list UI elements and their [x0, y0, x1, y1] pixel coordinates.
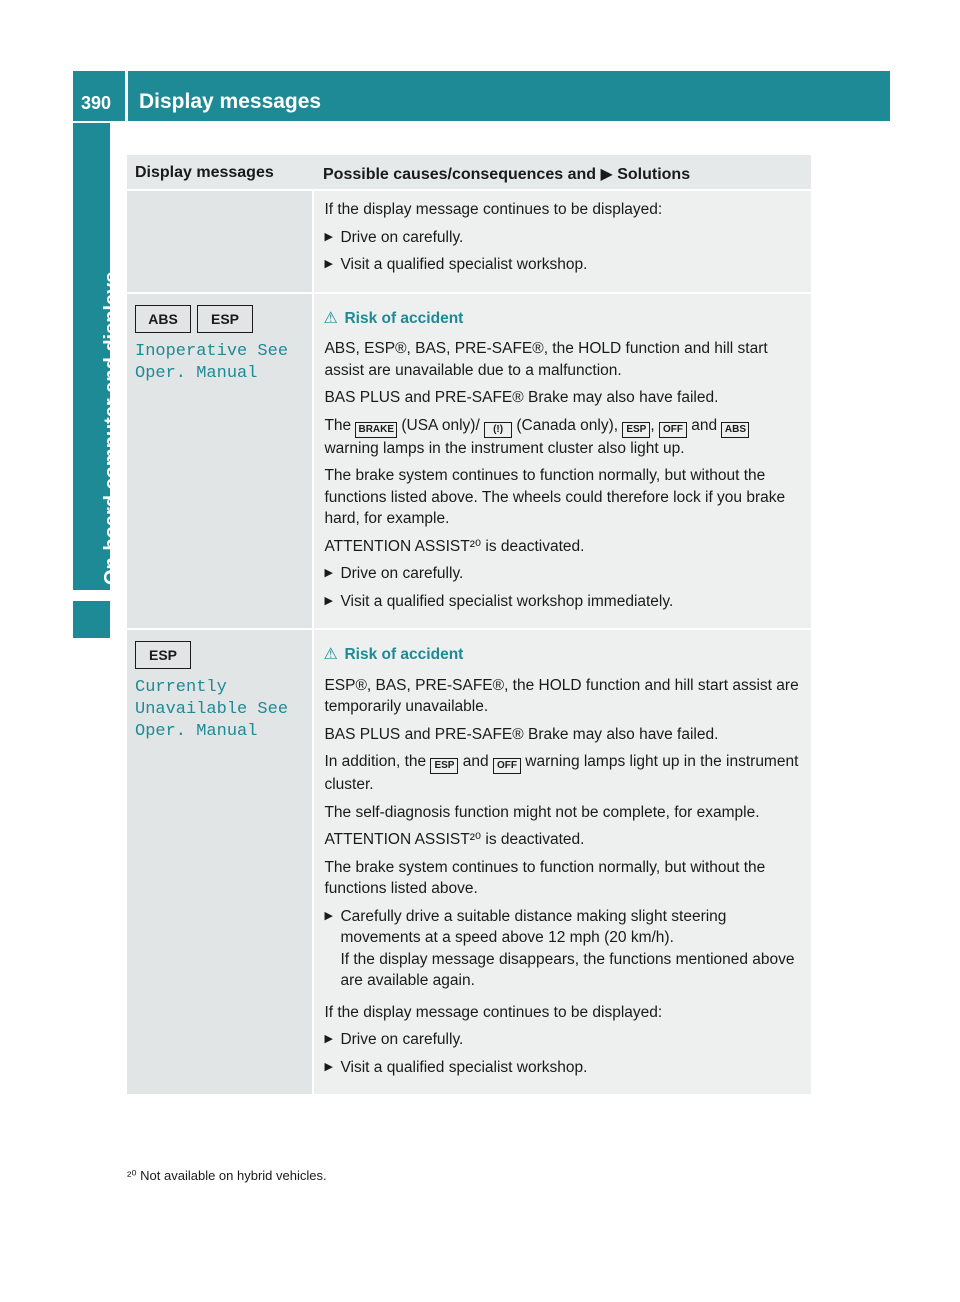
step: ▶ Drive on carefully.	[324, 563, 805, 585]
solution-cell	[314, 630, 811, 1094]
step	[324, 906, 805, 992]
esp-off-lamp-icon: OFF	[659, 422, 687, 438]
text: warning lamps light up in the instrument cluster.	[324, 753, 799, 793]
display-message-text: Currently Unavailable See Oper. Manual	[135, 678, 289, 741]
page-header	[73, 71, 890, 121]
table-row	[127, 628, 811, 1094]
paragraph: The BRAKE (USA only)/ (!) (Canada only), ESP , OFF and ABS warning lamps in the instrument cluster also light up.	[324, 415, 805, 460]
title-box	[128, 71, 890, 121]
paragraph: ATTENTION ASSIST²⁰ is deactivated.	[324, 537, 585, 555]
text: The	[324, 416, 352, 434]
esp-lamp-icon: ESP	[430, 758, 458, 774]
message-cell	[127, 191, 312, 292]
paragraph: The brake system continues to function normally, but without the functions listed above.	[324, 858, 766, 897]
paragraph: BAS PLUS and PRE-SAFE® Brake may also have failed.	[324, 725, 719, 743]
abs-warning-lamp-icon: ABS	[135, 305, 191, 333]
risk-text: Risk of accident	[344, 646, 464, 663]
footnote: ²⁰ Not available on hybrid vehicles.	[127, 1168, 327, 1183]
paragraph: If the display message continues to be displayed:	[324, 1003, 663, 1021]
step: ▶ Drive on carefully.	[324, 227, 805, 249]
paragraph: ESP®, BAS, PRE-SAFE®, the HOLD function and hill start assist are temporarily unavailable.	[324, 676, 799, 715]
solution-cell	[314, 191, 811, 292]
paragraph: The self-diagnosis function might not be complete, for example.	[324, 803, 760, 821]
esp-lamp-icon: ESP	[622, 422, 650, 438]
step-result: If the display message disappears, the functions mentioned above are available again.	[340, 950, 795, 989]
page-title: Display messages	[139, 90, 322, 113]
side-tab-marker	[73, 601, 110, 638]
page-number: 390	[81, 93, 112, 113]
message-cell	[127, 294, 312, 629]
page-number-box	[73, 71, 125, 121]
paragraph	[324, 751, 805, 796]
text: warning lamps in the instrument cluster also light up.	[324, 439, 685, 457]
risk-text: Risk of accident	[344, 309, 464, 327]
table-row	[127, 189, 811, 292]
brake-lamp-icon: BRAKE	[355, 422, 397, 438]
text: In addition, the	[324, 753, 427, 770]
column-header-causes-solutions: Possible causes/consequences and ▶ Solutions	[323, 166, 691, 183]
risk-warning	[323, 644, 805, 666]
paragraph: ABS, ESP®, BAS, PRE-SAFE®, the HOLD function and hill start assist are unavailable due to a malfunction.	[324, 340, 768, 379]
display-message-text: Inoperative See Oper. Manual	[135, 341, 289, 383]
esp-warning-lamp-icon: ESP	[135, 641, 191, 669]
table-row	[127, 292, 811, 629]
paragraph: BAS PLUS and PRE-SAFE® Brake may also have failed.	[324, 389, 719, 406]
esp-warning-lamp-icon: ESP	[197, 305, 253, 333]
abs-lamp-icon: ABS	[721, 422, 749, 438]
display-messages-table	[127, 155, 811, 1094]
message-cell	[127, 630, 312, 1094]
paragraph: The brake system continues to function normally, but without the functions listed above. The wheels could therefore lock if you brake hard, for example.	[324, 467, 786, 527]
step-text: Carefully drive a suitable distance making slight steering movements at a speed above 12 mph (20 km/h).	[340, 907, 727, 946]
risk-warning	[323, 308, 805, 330]
text: (USA only)/	[401, 416, 480, 434]
step: ▶ Visit a qualified specialist workshop.	[324, 254, 805, 276]
column-header-display-messages: Display messages	[135, 164, 274, 181]
brake-circle-lamp-icon: (!)	[484, 422, 512, 438]
table-header	[127, 155, 811, 189]
solution-cell	[314, 294, 811, 629]
step: ▶ Visit a qualified specialist workshop.	[324, 1057, 805, 1079]
step: ▶ Drive on carefully.	[324, 1029, 805, 1051]
paragraph: ATTENTION ASSIST²⁰ is deactivated.	[324, 831, 585, 848]
esp-off-lamp-icon: OFF	[493, 758, 521, 774]
text: (Canada only),	[516, 416, 619, 434]
text: and	[691, 416, 718, 434]
step: ▶ Visit a qualified specialist workshop immediately.	[324, 591, 805, 613]
paragraph: If the display message continues to be displayed:	[324, 201, 663, 218]
warning-triangle-icon: ⚠	[323, 646, 338, 663]
side-label: On-board computer and displays	[101, 271, 123, 585]
warning-triangle-icon: ⚠	[323, 309, 338, 327]
text: and	[462, 753, 489, 770]
